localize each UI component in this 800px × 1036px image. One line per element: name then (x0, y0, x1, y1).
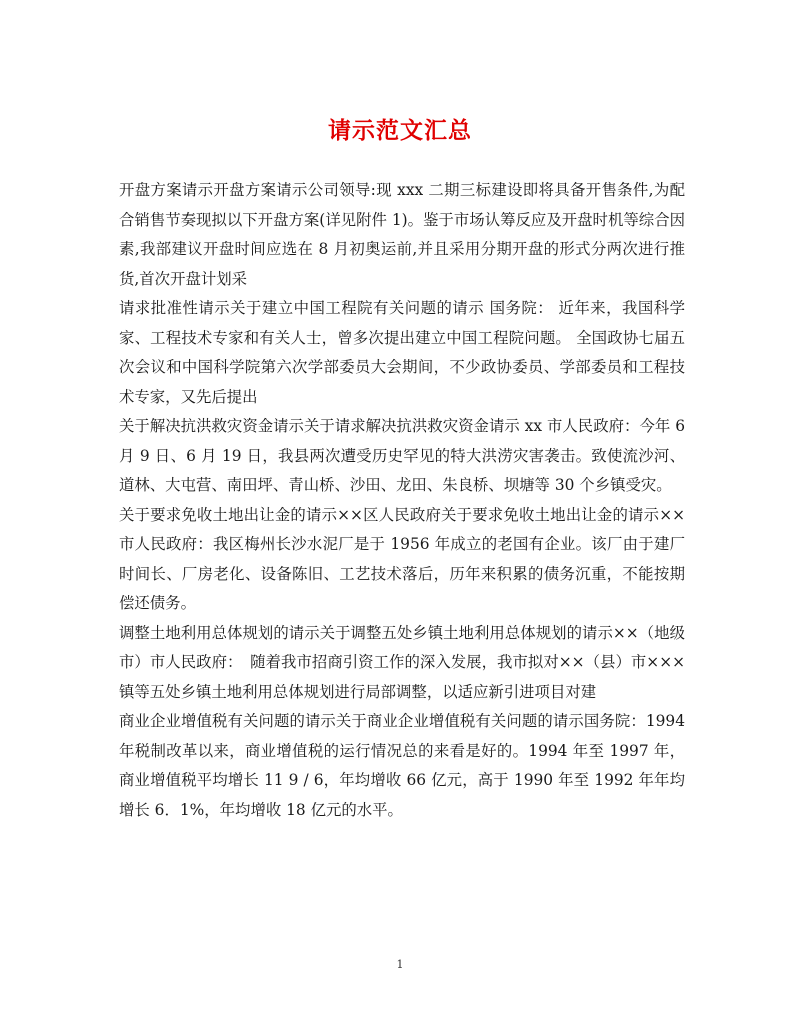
document-title: 请示范文汇总 (328, 117, 472, 144)
paragraph-opening-plan: 开盘方案请示开盘方案请示公司领导:现 xxx 二期三标建设即将具备开售条件,为配合销售节奏现拟以下开盘方案(详见附件 1)。鉴于市场认筹反应及开盘时机等综合因素,我部建议开盘时间应选在 8 月初奥运前,并且采用分期开盘的形式分两次进行推货,首次开盘计划采 (119, 181, 685, 288)
paragraph-commercial-vat: 商业企业增值税有关问题的请示关于商业企业增值税有关问题的请示国务院：1994 年税制改革以来，商业增值税的运行情况总的来看是好的。1994 年至 1997 年，商业增值税平均增长 11 9 / 6，年均增收 66 亿元，高于 1990 年至 1992 年年均增长 6．1%，年均增收 18 亿元的水平。 (119, 712, 685, 819)
paragraph-engineering-academy: 请求批准性请示关于建立中国工程院有关问题的请示 国务院： 近年来，我国科学家、工程技术专家和有关人士，曾多次提出建立中国工程院问题。 全国政协七届五次会议和中国科学院第六次学部委员大会期间，不少政协委员、学部委员和工程技术专家，又先后提出 (119, 299, 685, 406)
page-number: 1 (396, 958, 404, 971)
paragraph-land-use-planning: 调整土地利用总体规划的请示关于调整五处乡镇土地利用总体规划的请示××（地级市）市人民政府： 随着我市招商引资工作的深入发展，我市拟对××（县）市×××镇等五处乡镇土地利用总体规划进行局部调整，以适应新引进项目对建 (119, 623, 685, 701)
paragraph-flood-relief: 关于解决抗洪救灾资金请示关于请求解决抗洪救灾资金请示 xx 市人民政府：今年 6 月 9 日、6 月 19 日，我县两次遭受历史罕见的特大洪涝灾害袭击。致使流沙河、道林、大屯营、南田坪、青山桥、沙田、龙田、朱良桥、坝塘等 30 个乡镇受灾。 (119, 417, 685, 494)
paragraph-land-fee-exemption: 关于要求免收土地出让金的请示××区人民政府关于要求免收土地出让金的请示××市人民政府：我区梅州长沙水泥厂是于 1956 年成立的老国有企业。该厂由于建厂时间长、厂房老化、设备陈旧、工艺技术落后，历年来积累的债务沉重，不能按期偿还债务。 (119, 505, 685, 612)
document-body (119, 176, 685, 825)
